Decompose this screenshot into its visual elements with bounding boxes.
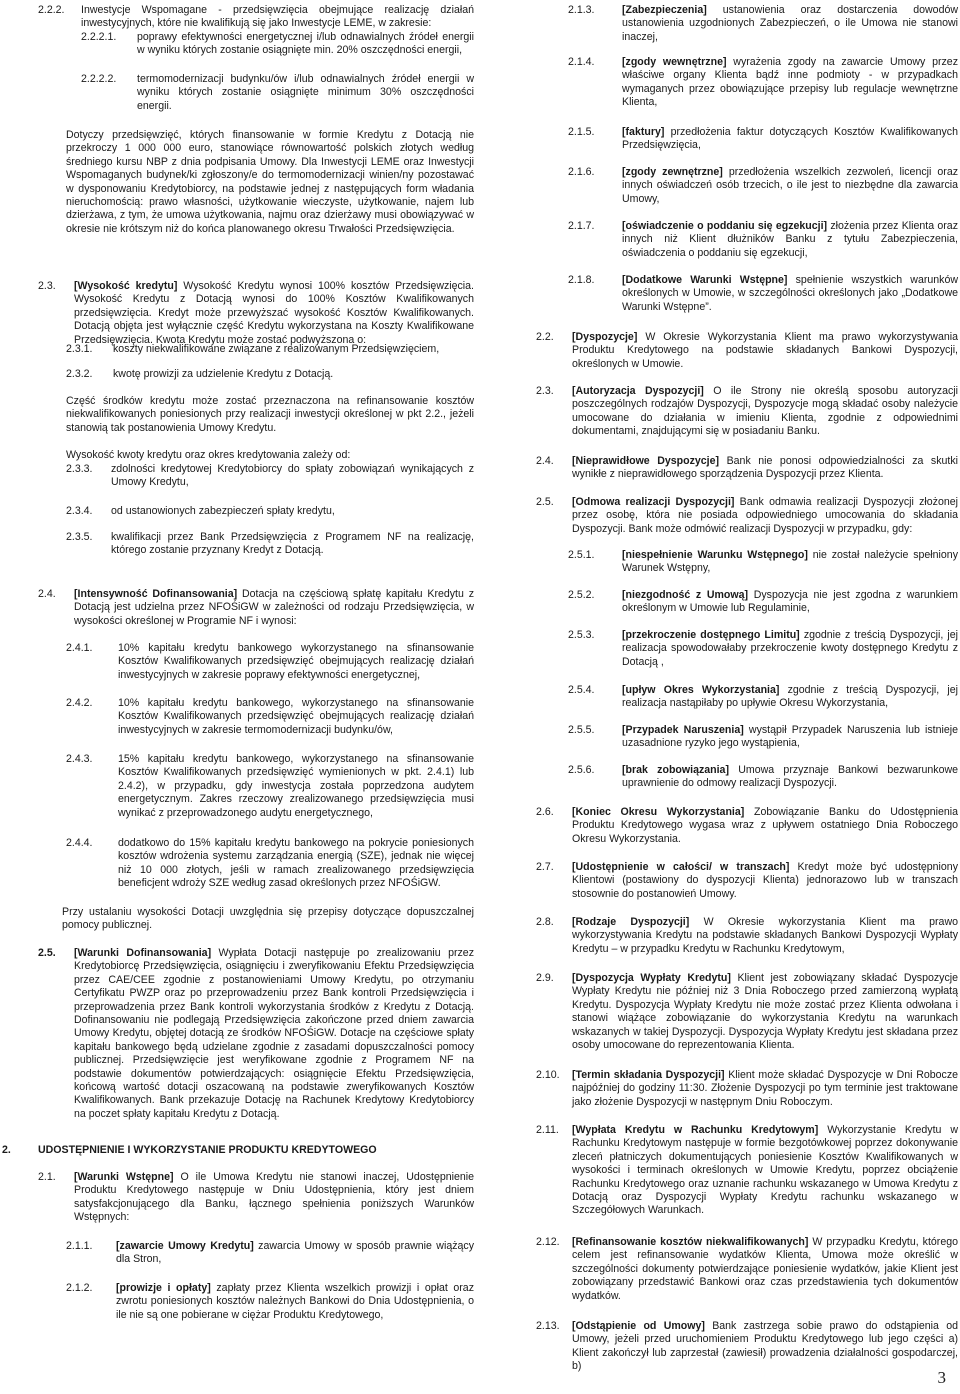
section-text — [74, 588, 474, 628]
section-2-6 — [536, 806, 958, 846]
section-text: poprawy efektywności energetycznej i/lub odnawialnych źródeł energii w wyniku których zostanie osiągnięte min. 20% oszczędności energii, — [137, 31, 474, 57]
section-text — [572, 972, 958, 1052]
section-number: 2.9. — [536, 972, 554, 984]
section-title: [Nieprawidłowe Dyspozycje] — [572, 455, 720, 467]
section-number: 2.5.1. — [568, 549, 595, 561]
section-2-1-4 — [568, 56, 958, 110]
section-2-3-2 — [66, 368, 474, 381]
section-title: [zgody zewnętrzne] — [622, 166, 723, 178]
section-body: przedłożenia wszelkich zezwoleń, licencji oraz innych oświadczeń osób trzecich, o ile jest to niezbędne dla zawarcia Umowy, — [622, 166, 959, 205]
section-title: [Dyspozycja Wypłaty Kredytu] — [572, 972, 731, 984]
section-body: W Okresie wykorzystania Klient ma prawo wykorzystywania Kredytu na podstawie składanych Bankowi Dyspozycji Wypłaty Kredytu – w przypadku Kredytu w Rachunku Kredytowym, — [572, 916, 958, 955]
section-title: [Dyspozycje] — [572, 331, 638, 343]
section-2-5-warunki — [38, 947, 474, 1121]
section-number: 2.5.4. — [568, 684, 595, 696]
section-2-1-5 — [568, 126, 958, 153]
section-title: [Warunki Dofinansowania] — [74, 947, 212, 959]
section-number: 2.1.2. — [66, 1282, 93, 1294]
section-2-5-2 — [568, 589, 958, 616]
section-text — [622, 220, 958, 260]
section-body: zawarcia Umowy w sposób prawnie wiążący dla Stron, — [116, 1240, 474, 1266]
section-2-1-6 — [568, 166, 958, 206]
section-title: [Przypadek Naruszenia] — [622, 724, 744, 736]
section-title: [Autoryzacja Dyspozycji] — [572, 385, 704, 397]
section-body: zgodnie z treścią Dyspozycji, jej realizacja spowodowałaby przekroczenie kwoty dostępnego Kredytu z Dotacją , — [622, 629, 958, 668]
section-text — [622, 549, 958, 576]
section-body: Umowa przyznaje Bankowi bezwarunkowe uprawnienie do odmowy realizacji Dyspozycji. — [622, 764, 958, 790]
section-number: 2.3. — [536, 385, 554, 397]
section-title: [Warunki Wstępne] — [74, 1171, 174, 1183]
section-2-4-4 — [66, 837, 474, 891]
section-number: 2.4. — [536, 455, 554, 467]
section-2-5-odmowa — [536, 496, 958, 536]
section-body: zgodnie z treścią Dyspozycji, jej realizacja nastąpiłaby po upływie Okresu Wykorzystania, — [622, 684, 958, 710]
section-text — [74, 280, 474, 347]
section-text: kwotę prowizji za udzielenie Kredytu z Dotacją. — [113, 368, 334, 380]
section-2-1-3 — [568, 4, 958, 44]
section-number: 2.1.3. — [568, 4, 595, 16]
section-text: kwalifikacji przez Bank Przedsięwzięcia z Programem NF na realizację, którego zostanie przyznany Kredyt z Dotacją. — [111, 531, 474, 557]
section-body: wystąpił Przypadek Naruszenia lub istnieje uzasadnione ryzyko jego wystąpienia, — [622, 724, 958, 750]
section-number: 2.3.5. — [66, 531, 93, 543]
section-number: 2.2. — [536, 331, 554, 343]
section-title: [Termin składania Dyspozycji] — [572, 1069, 725, 1081]
section-text: 10% kapitału kredytu bankowego wykorzystanego na sfinansowanie Kosztów Kwalifikowanych przedsięwzięć obejmujących realizację działań inwestycyjnych w zakresie poprawy efektywności energetycznej, — [118, 642, 474, 681]
section-number: 2.4.4. — [66, 837, 93, 849]
section-text — [622, 684, 958, 711]
section-number: 2.1.7. — [568, 220, 595, 232]
section-title: [prowizje i opłaty] — [116, 1282, 211, 1294]
section-number: 2.10. — [536, 1069, 560, 1081]
section-body: Klient może składać Dyspozycje w Dni Robocze najpóźniej do godziny 11:30. Złożenie Dyspozycji po tym terminie jest traktowane jako złożenie Dyspozycji w następnym Dniu Roboczym. — [572, 1069, 959, 1108]
section-2-9 — [536, 972, 958, 1052]
paragraph-wysokosc: Wysokość kwoty kredytu oraz okres kredytowania zależy od: — [66, 449, 351, 461]
section-body: Kredyt może być udostępniony Klientowi (postawiony do dyspozycji Klienta) jednorazowo lub w transzach stosownie do postanowień Umowy. — [572, 861, 958, 900]
section-2-4-1 — [66, 642, 474, 682]
section-text — [572, 1069, 958, 1109]
section-number: 2.4.1. — [66, 642, 93, 654]
section-number: 2.1.1. — [66, 1240, 93, 1252]
section-number: 2.13. — [536, 1320, 560, 1332]
section-number: 2.1.6. — [568, 166, 595, 178]
chapter-number: 2. — [2, 1144, 11, 1156]
section-title: [Intensywność Dofinansowania] — [74, 588, 238, 600]
section-title: [Koniec Okresu Wykorzystania] — [572, 806, 745, 818]
section-2-5-3 — [568, 629, 958, 669]
section-number: 2.7. — [536, 861, 554, 873]
section-text — [74, 1171, 474, 1225]
paragraph-przy: Przy ustalaniu wysokości Dotacji uwzględnia się przepisy dotyczące dopuszczalnej pomocy publicznej. — [62, 906, 474, 932]
section-2-8 — [536, 916, 958, 956]
section-text: od ustanowionych zabezpieczeń spłaty kredytu, — [111, 505, 335, 517]
chapter-title: UDOSTĘPNIENIE I WYKORZYSTANIE PRODUKTU KREDYTOWEGO — [38, 1144, 377, 1156]
section-body: Wysokość Kredytu wynosi 100% kosztów Przedsięwzięcia. Wysokość Kredytu z Dotacją wynosi do 100% Kosztów Kwalifikowanych przedsięwzięcia. Kredyt może przewyższać wysokość Kosztów Kwalifikowanych. Dotacją objęta jest wyłącznie część Kredytu wykorzystana na Koszty Kwalifikowane Przedsięwzięcia. Kwota Kredytu może zostać podwyższona o: — [74, 280, 475, 346]
section-number: 2.3.4. — [66, 505, 93, 517]
section-number: 2.3.2. — [66, 368, 93, 380]
section-2-1-7 — [568, 220, 958, 260]
section-2-2-2-2 — [81, 73, 474, 113]
section-title: [Refinansowanie kosztów niekwalifikowanych] — [572, 1236, 809, 1248]
section-2-10 — [536, 1069, 958, 1109]
section-title: [Odstąpienie od Umowy] — [572, 1320, 705, 1332]
section-text — [622, 764, 958, 791]
section-number: 2.1.8. — [568, 274, 595, 286]
section-body: O ile Strony nie określą sposobu autoryzacji poszczególnych rodzajów Dyspozycji, Dyspozycje mogą składać osoby należycie umocowane do działania w imieniu Klienta, zgodnie z odpowiednimi dokumentami, znajdującymi się w posiadaniu Banku. — [572, 385, 958, 438]
section-2-5-1 — [568, 549, 958, 576]
section-number: 2.4. — [38, 588, 56, 600]
section-2-1-8 — [568, 274, 958, 314]
section-text: termomodernizacji budynku/ów i/lub odnawialnych źródeł energii w wyniku których zostanie osiągnięte minimum 30% oszczędności energii. — [137, 73, 474, 112]
section-number: 2.5.2. — [568, 589, 595, 601]
section-2-2-dyspozycje — [536, 331, 958, 371]
section-2-3-4 — [66, 505, 474, 518]
section-title: [Zabezpieczenia] — [622, 4, 707, 16]
paragraph-czesc: Część środków kredytu może zostać przeznaczona na refinansowanie kosztów niekwalifikowanych poniesionych przy realizacji inwestycji określonej w pkt 2.2., jeżeli stanowią tak postanowienia Umowy Kredytu. — [66, 395, 474, 434]
section-number: 2.3.1. — [66, 343, 93, 355]
section-text — [622, 56, 958, 110]
section-text — [622, 629, 958, 669]
section-body: zapłaty przez Klienta wszelkich prowizji i opłat oraz zwrotu poniesionych kosztów należnych Bankowi do Dnia Udostępnienia, o ile nie są one pobierane w ciężar Produktu Kredytowego, — [116, 1282, 474, 1321]
section-number: 2.1. — [38, 1171, 56, 1183]
section-body: Wypłata Dotacji następuje po zrealizowaniu przez Kredytobiorcę Przedsięwzięcia, osiągnięciu i zweryfikowaniu Efektu Przedsięwzięcia przez CAE/CEE zgodnie z postanowieniami Umowy Kredytu, po otrzymaniu Certyfikatu PWZP oraz po przeprowadzeniu przez Bank kontroli Przedsięwzięcia i przeprowadzenia przez Bank kontroli wykorzystania środków z Kredytu z Dotacją. Dofinansowaniu nie podlegają Przedsięwzięcia zakończone przed dniem zawarcia Umowy Kredytu, objętej dotacją ze środków NFOŚiGW. Dotacje na częściowe spłaty kapitału bankowego będą udzielane zgodnie z zasadami dopuszczalności pomocy publicznej. Przedsięwzięcie jest weryfikowane zgodnie z Programem NF na podstawie dokumentów potwierdzających: osiągnięcie Efektu Przedsięwzięcia, końcową wartość dotacji oszacowaną na podstawie zweryfikowanych Kosztów Kwalifikowanych. Bank przekazuje Dotację na Rachunek Kredytowy Kredytobiorcy na poczet spłaty kapitału Kredytu z Dotacją. — [74, 947, 474, 1120]
section-number: 2.3. — [38, 280, 56, 292]
section-body: nie został należycie spełniony Warunek Wstępny, — [622, 549, 958, 575]
section-title: [przekroczenie dostępnego Limitu] — [622, 629, 800, 641]
section-text — [622, 589, 958, 616]
section-number: 2.11. — [536, 1124, 559, 1136]
section-body: Wykorzystanie Kredytu w Rachunku Kredytowym następuje w formie bezgotówkowej poprzez dokonywanie zleceń płatniczych dokumentujących poniesienie Kosztów Kwalifikowanych w wysokości i terminach określonych w Umowie Kredytu, poprzez obciążenie Rachunku Kredytowego oraz uznanie rachunku wskazanego w Umowa Kredytu z Dotacją oraz Dyspozycji Wypłaty Kredytu rachunku wskazanego w Szczegółowych Warunkach. — [572, 1124, 958, 1217]
section-body: Dotacja na częściową spłatę kapitału Kredytu z Dotacją jest udzielna przez NFOŚiGW w zależności od rodzaju Przedsięwzięcia, w wysokości określonej w Programie NF i wynosi: — [74, 588, 475, 627]
section-number: 2.5.5. — [568, 724, 595, 736]
section-title: [zawarcie Umowy Kredytu] — [116, 1240, 254, 1252]
section-body: Bank nie ponosi odpowiedzialności za skutki wynikłe z nieprawidłowego sporządzenia Dyspozycji przez Klienta. — [572, 455, 958, 481]
section-2-12 — [536, 1236, 958, 1303]
section-text — [572, 455, 958, 482]
section-number: 2.4.2. — [66, 697, 93, 709]
section-title: [niespełnienie Warunku Wstępnego] — [622, 549, 808, 561]
section-2-13 — [536, 1320, 958, 1374]
section-2-3-3 — [66, 463, 474, 490]
section-text — [572, 496, 958, 536]
section-text — [116, 1282, 474, 1322]
section-body: Klient jest zobowiązany składać Dyspozycje Wypłaty Kredytu nie później niż 3 Dnia Roboczego przed zamierzoną wypłatą Kredytu. Dyspozycja Wypłaty Kredytu nie może zostać przez Klienta odwołana i stanowi wiążące zobowiązanie do wykorzystania Kredytu na warunkach wskazanych w takiej Dyspozycji. Dyspozycja Wypłaty Kredytu jest składana przez osoby umocowane do reprezentowania Klienta. — [572, 972, 959, 1052]
section-text — [572, 331, 958, 371]
section-text — [572, 1124, 958, 1218]
section-text — [622, 274, 958, 314]
section-2-11 — [536, 1124, 958, 1218]
section-2-3-1 — [66, 343, 474, 356]
section-text: 10% kapitału kredytu bankowego, wykorzystanego na sfinansowanie Kosztów Kwalifikowanych przedsięwzięć obejmujących realizację działań inwestycyjnych w zakresie termomodernizacji budynku/ów, — [118, 697, 474, 736]
paragraph-dotyczy: Dotyczy przedsięwzięć, których finansowanie w formie Kredytu z Dotacją nie przekroczy 1 000 000 euro, stanowiące równowartość polskich złotych według średniego kursu NBP z dnia podpisania Umowy. Dla Inwestycji LEME oraz Inwestycji Wspomaganych budynek/ki zgłoszony/e do termomodernizacji winien/ny pozostawać w dysponowaniu Kredytobiorcy, na podstawie jednej z następujących form władania nieruchomością: prawo własności, użytkowanie wieczyste, użytkowanie, najem lub dzierżawa, z tym, że umowa użytkowania, najmu oraz dzierżawy musi obowiązywać w okresie nie krótszym niż do końca planowanego okresu Trwałości Przedsięwzięcia. — [66, 129, 474, 235]
section-2-5-5 — [568, 724, 958, 751]
section-text — [572, 1320, 958, 1374]
section-text: koszty niekwalifikowane związane z realizowanym Przedsięwzięciem, — [113, 343, 440, 355]
section-text — [116, 1240, 474, 1267]
section-2-3-5 — [66, 531, 474, 558]
section-2-3-autoryzacja — [536, 385, 958, 439]
section-2-4-nieprawidlowe — [536, 455, 958, 482]
section-number: 2.2.2.2. — [81, 73, 117, 85]
section-text — [572, 916, 958, 956]
section-2-3-wysokosc — [38, 280, 474, 347]
section-number: 2.2.2. — [38, 4, 65, 16]
section-title: [zgody wewnętrzne] — [622, 56, 727, 68]
section-number: 2.1.4. — [568, 56, 595, 68]
section-number: 2.5.6. — [568, 764, 595, 776]
page-number: 3 — [937, 1367, 946, 1387]
section-body: Zobowiązanie Banku do Udostępnienia Produktu Kredytowego wygasa wraz z upływem ostatniego Dnia Roboczego Okresu Wykorzystania. — [572, 806, 958, 845]
section-text — [74, 947, 474, 1121]
section-text — [572, 1236, 958, 1303]
section-number: 2.1.5. — [568, 126, 595, 138]
section-body: Dyspozycja nie jest zgodna z warunkiem określonym w Umowie lub Regulaminie, — [622, 589, 958, 615]
section-2-7 — [536, 861, 958, 901]
section-body: wyrażenia zgody na zawarcie Umowy przez właściwe organy Klienta bądź inne podmioty - w przypadkach wymaganych przez obowiązujące przepisy lub regulacje wewnętrzne Klienta, — [622, 56, 958, 109]
section-text: 15% kapitału kredytu bankowego, wykorzystanego na sfinansowanie Kosztów Kwalifikowanych przedsięwzięć wymienionych w pkt. 2.4.1) lub 2.4.2), w przypadku, gdy inwestycja została poprzedzona audytem energetycznym. Zakres rzeczowy zrealizowanego przedsięwzięcia musi wynikać z przeprowadzonego audytu energetycznego, — [118, 753, 474, 819]
section-title: [Udostępnienie w całości/ w transzach] — [572, 861, 790, 873]
section-title: [Wypłata Kredytu w Rachunku Kredytowym] — [572, 1124, 819, 1136]
section-title: [faktury] — [622, 126, 665, 138]
section-number: 2.3.3. — [66, 463, 93, 475]
section-number: 2.5. — [38, 947, 56, 959]
section-number: 2.6. — [536, 806, 554, 818]
chapter-heading — [2, 1144, 474, 1157]
section-2-2-2-1 — [81, 31, 474, 58]
section-body: Bank zastrzega sobie prawo do odstąpienia od Umowy, jeżeli przed uruchomieniem Produktu Kredytowego lub jego części a) Klient zakończył lub zaprzestał (zawiesił) prowadzenia działalności gospodarczej, b) — [572, 1320, 958, 1373]
section-body: złożenia przez Klienta oraz innych niż Klient dłużników Banku z tytułu Zabezpieczenia, oświadczenia o poddaniu się egzekucji, — [622, 220, 958, 259]
section-body: Bank odmawia realizacji Dyspozycji złożonej przez osobę, która nie posiada odpowiedniego umocowania do składania Dyspozycji. Bank może odmówić realizacji Dyspozycji w przypadku, gdy: — [572, 496, 958, 535]
section-body: W przypadku Kredytu, którego celem jest refinansowanie wydatków Klienta, Umowa może określić w szczególności dokumenty potwierdzające poniesienie wydatków, jakie Klient jest zobowiązany przedstawić Bankowi oraz czas przedstawienia tych dokumentów wydatków. — [572, 1236, 959, 1302]
section-body: O ile Umowa Kredytu nie stanowi inaczej, Udostępnienie Produktu Kredytowego następuje w Dniu Udostępnienia, który jest dniem satysfakcjonującego dla Banku, łącznego spełnienia poniższych Warunków Wstępnych: — [74, 1171, 475, 1224]
section-body: W Okresie Wykorzystania Klient ma prawo wykorzystywania Produktu Kredytowego na podstawie składanych Bankowi Dyspozycji, określonych w Umowie. — [572, 331, 958, 370]
section-number: 2.5. — [536, 496, 554, 508]
section-2-4 — [38, 588, 474, 628]
section-2-4-2 — [66, 697, 474, 737]
section-text — [622, 724, 958, 751]
section-2-1-1 — [66, 1240, 474, 1267]
section-text — [622, 166, 958, 206]
section-text: Inwestycje Wspomagane - przedsięwzięcia obejmujące realizację działań inwestycyjnych, które nie kwalifikują się jako Inwestycje LEME, w zakresie: — [81, 4, 474, 30]
section-text — [572, 385, 958, 439]
section-title: [Rodzaje Dyspozycji] — [572, 916, 690, 928]
section-number: 2.8. — [536, 916, 554, 928]
section-title: [brak zobowiązania] — [622, 764, 729, 776]
section-number: 2.12. — [536, 1236, 560, 1248]
section-title: [Dodatkowe Warunki Wstępne] — [622, 274, 788, 286]
section-2-5-6 — [568, 764, 958, 791]
section-text — [572, 861, 958, 901]
section-title: [niezgodność z Umową] — [622, 589, 749, 601]
section-title: [upływ Okres Wykorzystania] — [622, 684, 780, 696]
section-text: zdolności kredytowej Kredytobiorcy do spłaty zobowiązań wynikających z Umowy Kredytu, — [111, 463, 474, 489]
section-text — [622, 126, 958, 153]
section-2-1 — [38, 1171, 474, 1225]
section-body: spełnienie wszystkich warunków określonych w Umowie, w szczególności określonych jako „Dodatkowe Warunki Wstępne”. — [622, 274, 958, 313]
section-body: przedłożenia faktur dotyczących Kosztów Kwalifikowanych Przedsięwzięcia, — [622, 126, 958, 152]
section-number: 2.4.3. — [66, 753, 93, 765]
section-2-4-3 — [66, 753, 474, 820]
section-2-2-2 — [38, 4, 474, 32]
section-2-1-2 — [66, 1282, 474, 1322]
section-body: ustanowienia oraz dostarczenia dowodów ustanowienia uzgodnionych Zabezpieczeń, o ile Umowa nie stanowi inaczej, — [622, 4, 958, 43]
section-title: [Odmowa realizacji Dyspozycji] — [572, 496, 735, 508]
section-number: 2.2.2.1. — [81, 31, 117, 43]
section-text — [622, 4, 958, 44]
section-number: 2.5.3. — [568, 629, 595, 641]
section-title: [oświadczenie o poddaniu się egzekucji] — [622, 220, 828, 232]
section-title: [Wysokość kredytu] — [74, 280, 178, 292]
section-text — [572, 806, 958, 846]
section-text: dodatkowo do 15% kapitału kredytu bankowego na pokrycie poniesionych kosztów wdrożenia systemu zarządzania energią (SZE), jednak nie więcej niż 10 000 złotych, jeśli w ramach zrealizowanego przedsięwzięcia beneficjent wdroży SZE według zasad określonych przez NFOŚiGW. — [118, 837, 474, 890]
section-2-5-4 — [568, 684, 958, 711]
